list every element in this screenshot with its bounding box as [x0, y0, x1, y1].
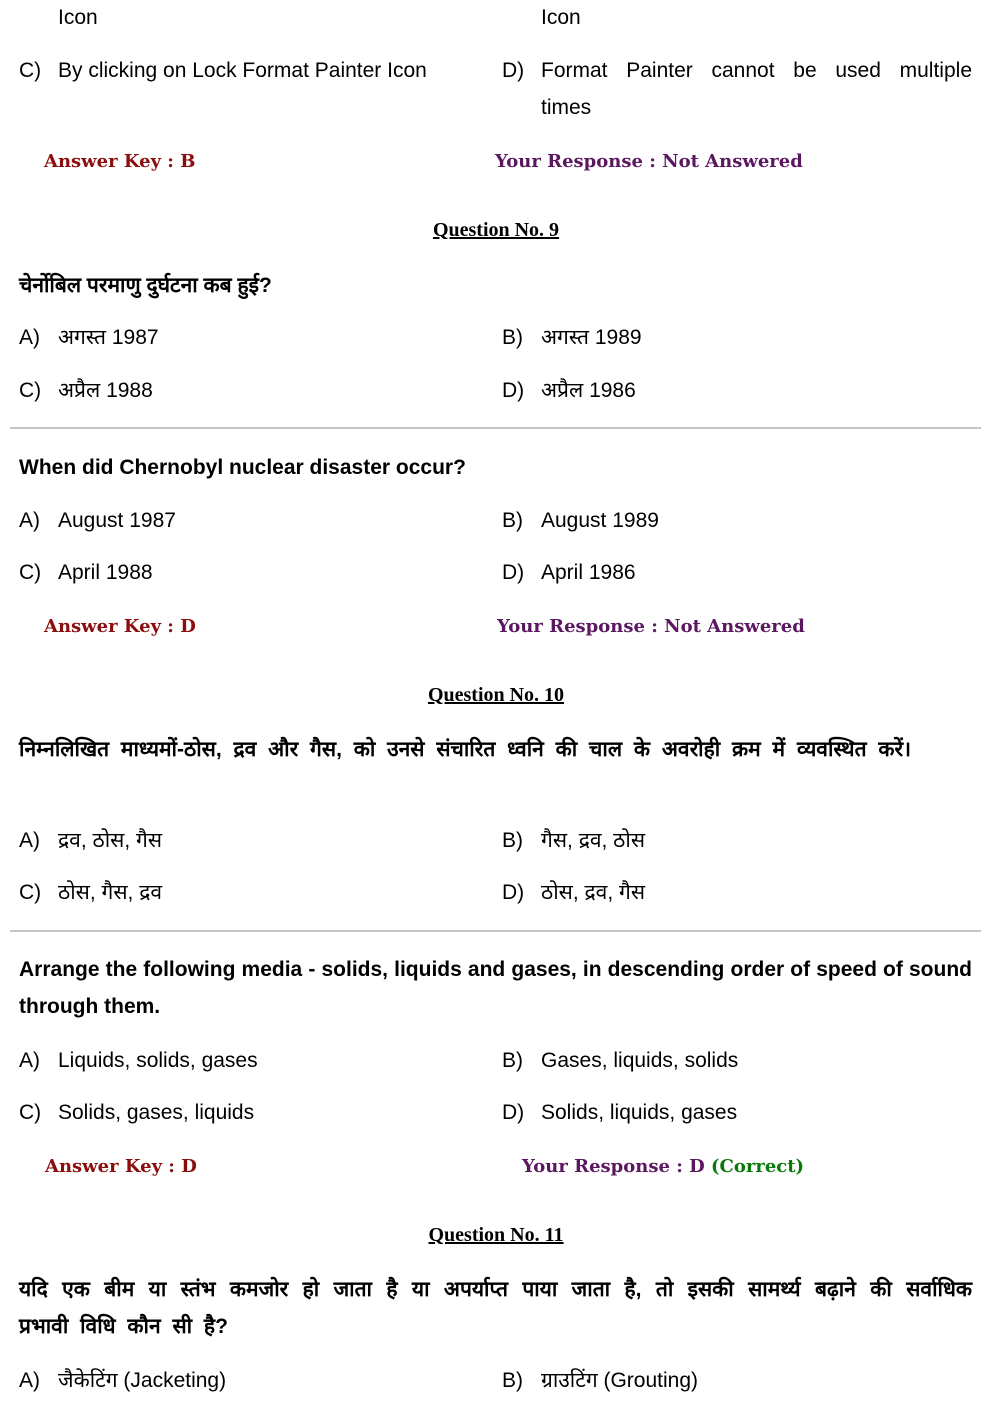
q10-english-option-b: B) Gases, liquids, solids [502, 1049, 739, 1072]
q9-english-option-c: C) April 1988 [19, 561, 153, 584]
q9-hindi-option-c: C) अप्रैल 1988 [19, 379, 153, 402]
q11-hindi-option-b: B) ग्राउटिंग (Grouting) [502, 1369, 699, 1392]
response-status-correct: (Correct) [711, 1156, 805, 1177]
language-divider [10, 427, 981, 429]
q11-heading: Question No. 11 [428, 1224, 564, 1246]
q11-question-hindi: यदि एक बीम या स्तंभ कमजोर हो जाता है या अपर्याप्त पाया जाता है, तो इसकी सामर्थ्य बढ़ाने की सर्वाधिक प्रभावी विधि कौन सी है? [19, 1278, 972, 1338]
q8-your-response: Your Response : Not Answered [495, 151, 803, 172]
option-text: Format Painter cannot be used multiple times [541, 59, 972, 119]
q9-english-option-d: D) April 1986 [502, 561, 636, 584]
option-label: C) [19, 59, 42, 82]
q10-heading: Question No. 10 [427, 684, 565, 706]
q10-hindi-option-a: A) द्रव, ठोस, गैस [19, 829, 163, 852]
q10-english-option-c: C) Solids, gases, liquids [19, 1101, 255, 1124]
q11-hindi-option-a: A) जैकेटिंग (Jacketing) [19, 1369, 227, 1392]
q10-hindi-option-b: B) गैस, द्रव, ठोस [502, 829, 646, 852]
q9-answer-key: Answer Key : D [44, 616, 196, 637]
q9-hindi-option-a: A) अगस्त 1987 [19, 326, 159, 349]
q10-answer-key: Answer Key : D [45, 1156, 197, 1177]
q9-english-option-b: B) August 1989 [502, 509, 659, 532]
q9-hindi-option-b: B) अगस्त 1989 [502, 326, 642, 349]
q10-question-hindi: निम्नलिखित माध्यमों-ठोस, द्रव और गैस, को उनसे संचारित ध्वनि की चाल के अवरोही क्रम में व्यवस्थित करें। [19, 738, 912, 761]
q9-heading: Question No. 9 [432, 219, 560, 241]
q9-hindi-option-d: D) अप्रैल 1986 [502, 379, 636, 402]
q10-your-response: Your Response : D (Correct) [522, 1156, 805, 1177]
option-text: By clicking on Lock Format Painter Icon [58, 59, 427, 82]
q8-option-c [19, 52, 427, 89]
q8-answer-key: Answer Key : B [44, 151, 196, 172]
q10-english-option-d: D) Solids, liquids, gases [502, 1101, 738, 1124]
language-divider [10, 930, 981, 932]
option-label: D) [502, 59, 525, 82]
q10-question-english: Arrange the following media - solids, liquids and gases, in descending order of speed of sound through them. [19, 958, 972, 1018]
q10-english-option-a: A) Liquids, solids, gases [19, 1049, 258, 1072]
q10-hindi-option-d: D) ठोस, द्रव, गैस [502, 881, 646, 904]
q8-option-d [502, 52, 972, 126]
q9-english-option-a: A) August 1987 [19, 509, 176, 532]
q9-question-hindi: चेर्नोबिल परमाणु दुर्घटना कब हुई? [19, 274, 272, 297]
q9-question-english: When did Chernobyl nuclear disaster occur? [19, 456, 466, 479]
q10-hindi-option-c: C) ठोस, गैस, द्रव [19, 881, 163, 904]
q8-option-b-tail-left: Icon [58, 6, 98, 29]
q9-your-response: Your Response : Not Answered [497, 616, 805, 637]
q8-option-b-tail-right: Icon [541, 6, 581, 29]
